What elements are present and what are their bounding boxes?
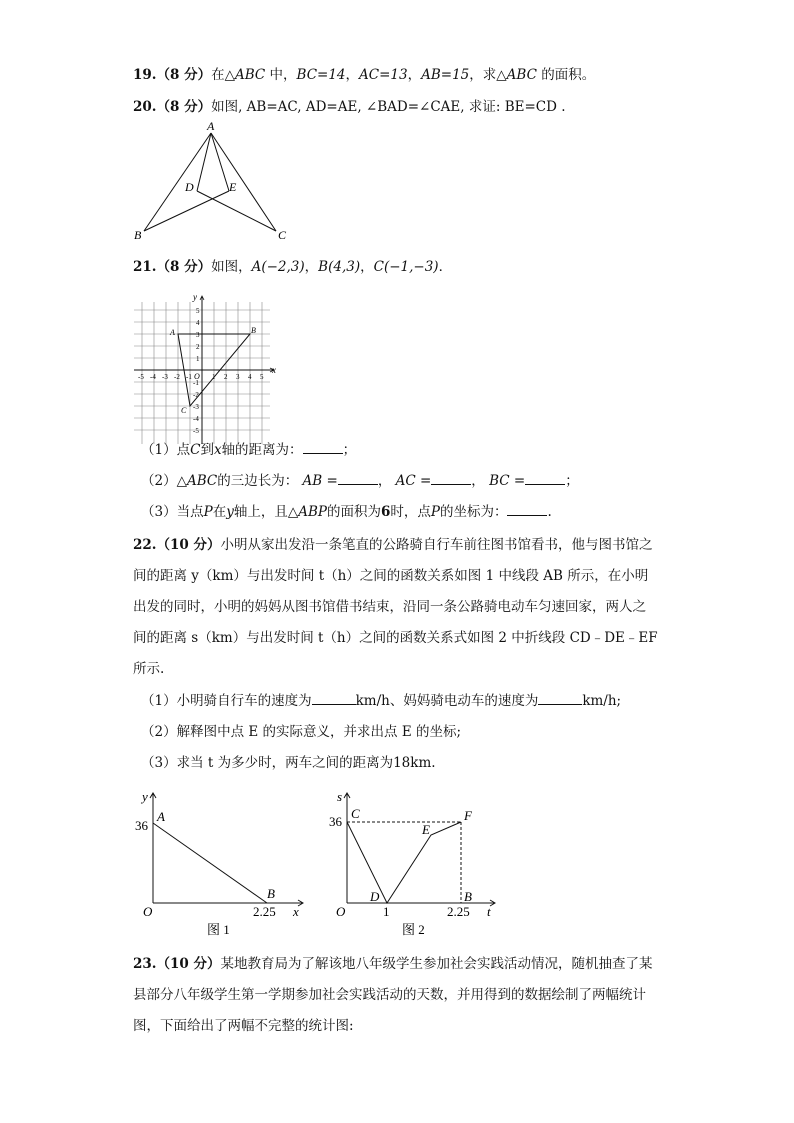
x-axis-label: x	[293, 904, 299, 919]
origin-label: O	[194, 372, 200, 381]
q21-s2-var: AB =	[302, 473, 338, 489]
q22-s1-text: （1）小明骑自行车的速度为	[141, 693, 312, 709]
q19-text: 的面积。	[536, 67, 596, 83]
x-tick-label: 1	[212, 373, 216, 381]
q21-s3-var: P	[203, 504, 213, 520]
q19-text: ，	[407, 67, 422, 83]
y-tick-label: 1	[196, 355, 200, 363]
q22-s1-text: km/h、妈妈骑电动车的速度为	[355, 693, 539, 709]
q22-text: 间的距离 s（km）与出发时间 t（h）之间的函数关系式如图 2 中折线段 CD﹣DE﹣EF	[133, 630, 658, 646]
q21-number: 21.	[133, 259, 157, 275]
q23-line2	[133, 986, 646, 1004]
seg-BE	[144, 191, 229, 231]
q22-line2	[133, 567, 648, 585]
q22-figure2	[330, 788, 505, 943]
q19-triangle: △ABC	[224, 67, 266, 83]
t-axis-label: t	[487, 904, 491, 919]
q23-number: 23.	[133, 956, 157, 972]
seg-AE	[211, 133, 229, 191]
q23-points: （10 分）	[156, 956, 221, 972]
point-C-label: C	[181, 406, 187, 415]
x-tick-label: 2	[224, 373, 228, 381]
q19-text: ，	[345, 67, 360, 83]
q21-s2-text: ，	[471, 473, 485, 489]
y-axis-label: y	[142, 789, 148, 804]
q21-s3-var: P	[430, 504, 440, 520]
q22-s3-text: （3）求当 t 为多少时，两车之间的距离为18km.	[141, 755, 436, 771]
answer-blank-ab[interactable]	[338, 472, 378, 485]
seg-AB	[144, 133, 211, 231]
y-tick-label: -2	[193, 391, 199, 399]
q22-s2-text: （2）解释图中点 E 的实际意义，并求出点 E 的坐标;	[141, 724, 462, 740]
q21-s1-var: x	[213, 442, 222, 458]
q21-s1-var: C	[190, 442, 201, 458]
q21-s1-text: 到	[200, 442, 214, 458]
q21-s2-text: ；	[565, 473, 579, 489]
y-tick-label: 2	[196, 343, 200, 351]
q22-text: 小明从家出发沿一条笔直的公路骑自行车前往图书馆看书，他与图书馆之	[220, 537, 653, 553]
point-B-label: B	[464, 889, 472, 904]
s-value-36: 36	[329, 814, 342, 829]
answer-blank-ebike-speed[interactable]	[538, 692, 582, 705]
q19-bc: BC=14	[296, 67, 346, 83]
x-tick-label: -3	[162, 373, 168, 381]
q21-s3-text: 在	[212, 504, 227, 520]
q21-s3-text: .	[547, 504, 552, 520]
point-C-coord: C(−1,−3)	[373, 259, 439, 275]
q19-text: 在	[211, 67, 225, 83]
y-tick-label: -5	[193, 427, 199, 435]
q19-text: ，求	[469, 67, 497, 83]
q22-line1	[133, 536, 653, 554]
q23-text: 图，下面给出了两幅不完整的统计图:	[133, 1018, 354, 1034]
q21-sub1	[141, 441, 356, 459]
answer-blank-p[interactable]	[507, 503, 547, 516]
y-tick-label: -1	[193, 379, 199, 387]
label-A: A	[207, 119, 215, 133]
q19-ab: AB=15	[421, 67, 470, 83]
q21-line: 21.（8 分）如图，A(−2,3)，B(4,3)，C(−1,−3)．	[133, 259, 453, 275]
x-tick-label: -1	[186, 373, 192, 381]
x-tick-label: 3	[236, 373, 240, 381]
q23-line1	[133, 955, 653, 973]
q21-sub2	[141, 472, 579, 490]
q19-points: （8 分）	[156, 67, 212, 83]
point-E-label: E	[422, 822, 430, 837]
q22-line3	[133, 598, 646, 616]
y-tick-label: 3	[196, 331, 200, 339]
answer-blank-ac[interactable]	[431, 472, 471, 485]
q19-line	[133, 66, 595, 84]
x-tick-label: -2	[174, 373, 180, 381]
q21-points: （8 分）	[156, 259, 212, 275]
y-tick-label: 5	[196, 307, 200, 315]
y-axis-label: y	[193, 292, 197, 302]
q21-s2-text: （2）	[141, 473, 177, 489]
q21-s2-var: BC =	[489, 473, 526, 489]
x-tick-label: -4	[150, 373, 156, 381]
q21-s2-var: AC =	[395, 473, 432, 489]
q21-s1-text: （1）点	[141, 442, 191, 458]
point-C-label: C	[351, 806, 360, 821]
label-D: D	[185, 180, 194, 194]
y-value-36: 36	[135, 818, 148, 833]
polyline-CDEF	[347, 822, 461, 903]
seg-AC	[211, 133, 276, 231]
origin-label: O	[336, 904, 346, 919]
q23-text: 县部分八年级学生第一学期参加社会实践活动的天数，并用得到的数据绘制了两幅统计	[133, 987, 646, 1003]
figure-caption: 图 2	[402, 922, 425, 937]
x-value-225: 2.25	[253, 904, 276, 919]
q19-triangle: △ABC	[496, 67, 537, 83]
q19-number: 19.	[133, 67, 157, 83]
q21-sub3	[141, 503, 552, 521]
point-A-label: A	[170, 328, 175, 337]
answer-blank[interactable]	[303, 441, 343, 454]
q21-end: ．	[438, 259, 453, 275]
q19-ac: AC=13	[359, 67, 408, 83]
point-B-coord: B(4,3)	[318, 259, 361, 275]
y-tick-label: -4	[193, 415, 199, 423]
point-A-label: A	[157, 809, 165, 824]
seg-CD	[197, 191, 276, 231]
q21-s2-text: ，	[377, 473, 392, 489]
point-F-label: F	[464, 808, 472, 823]
y-tick-label: -3	[193, 403, 199, 411]
answer-blank-bc[interactable]	[525, 472, 565, 485]
x-tick-label: 5	[260, 373, 264, 381]
q21-s2-var: △ABC	[176, 473, 218, 489]
x-tick-label: -5	[138, 373, 144, 381]
label-C: C	[278, 228, 287, 242]
q21-s3-text: 时，点	[390, 504, 431, 520]
q22-text: 出发的同时，小明的妈妈从图书馆借书结束，沿同一条公路骑电动车匀速回家，两人之	[133, 599, 646, 615]
q22-line5	[133, 660, 164, 678]
label-B: B	[134, 228, 142, 242]
q21-grid-figure	[138, 290, 276, 435]
q19-text: 中，	[265, 67, 297, 83]
q22-sub2	[141, 723, 461, 741]
point-B-label: B	[267, 886, 275, 901]
point-A-coord: A(−2,3)	[251, 259, 305, 275]
q20-line	[133, 98, 566, 116]
t-value-225: 2.25	[447, 904, 470, 919]
t-value-1: 1	[383, 904, 390, 919]
q22-number: 22.	[133, 537, 157, 553]
q21-intro: 如图，	[211, 259, 252, 275]
label-E: E	[229, 180, 237, 194]
q21-s3-text: （3）当点	[141, 504, 204, 520]
q22-s1-text: km/h;	[582, 693, 622, 709]
q23-text: 某地教育局为了解该地八年级学生参加社会实践活动情况，随机抽查了某	[220, 956, 653, 972]
q22-text: 所示.	[133, 661, 165, 677]
q20-number: 20.	[133, 99, 157, 115]
origin-label: O	[143, 904, 153, 919]
q20-text: 如图, AB=AC, AD=AE, ∠BAD=∠CAE, 求证: BE=CD .	[211, 99, 566, 115]
q21-s3-num: 6	[380, 504, 391, 520]
x-axis-label: x	[272, 365, 276, 375]
x-tick-label: 4	[248, 373, 252, 381]
q21-s3-text: 轴上，且	[233, 504, 288, 520]
seg-AD	[197, 133, 211, 191]
y-tick-label: 4	[196, 319, 200, 327]
q21-s3-text: 的坐标为：	[439, 504, 508, 520]
q21-s1-text: 轴的距离为：	[221, 442, 303, 458]
q22-figure1	[135, 788, 310, 943]
figure-caption: 图 1	[207, 922, 230, 937]
s-axis-label: s	[337, 789, 343, 804]
q22-points: （10 分）	[156, 537, 221, 553]
q21-s3-var: y	[226, 504, 234, 520]
q22-sub1	[141, 692, 621, 710]
q21-s2-text: 的三边长为：	[217, 473, 299, 489]
q22-text: 间的距离 y（km）与出发时间 t（h）之间的函数关系如图 1 中线段 AB 所示，在小明	[133, 568, 649, 584]
q22-sub3	[141, 754, 436, 772]
q21-s1-text: ；	[342, 442, 357, 458]
point-D-label: D	[370, 889, 380, 904]
q20-figure	[130, 120, 300, 245]
q21-s3-var: △ABP	[287, 504, 327, 520]
q21-s3-text: 的面积为	[326, 504, 381, 520]
segment-AB	[153, 823, 267, 903]
q23-line3	[133, 1017, 354, 1035]
answer-blank-bike-speed[interactable]	[312, 692, 356, 705]
q20-points: （8 分）	[156, 99, 212, 115]
q22-line4	[133, 629, 658, 647]
point-B-label: B	[251, 326, 256, 335]
